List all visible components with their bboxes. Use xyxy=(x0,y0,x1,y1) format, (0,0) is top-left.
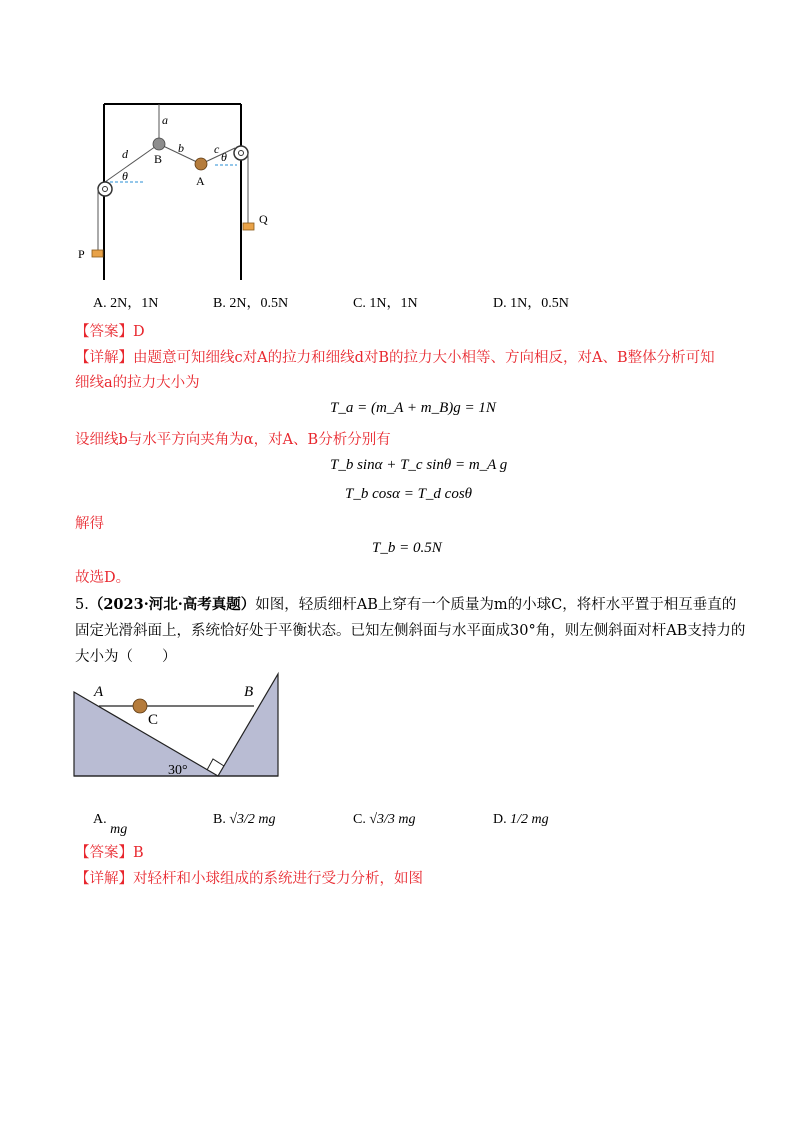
label-ball-b: B xyxy=(154,152,163,166)
ball-b xyxy=(153,138,165,150)
q4-option-a: A. 2N，1N xyxy=(93,296,159,311)
q4-choose: 故选D。 xyxy=(75,570,131,586)
q4-option-b: B. 2N，0.5N xyxy=(213,296,289,311)
q5-stem-line1: 5.（2023·河北·高考真题）如图，轻质细杆AB上穿有一个质量为m的小球C，将杆水平置于相互垂直的 xyxy=(75,596,737,613)
q4-line3: 设细线b与水平方向夹角为α，对A、B分析分别有 xyxy=(75,432,391,448)
q5-detail: 【详解】对轻杆和小球组成的系统进行受力分析，如图 xyxy=(75,871,423,887)
weight-q xyxy=(243,223,254,230)
q5-option-c: C. √3/3 mg xyxy=(353,812,416,827)
label-ball-a: A xyxy=(196,174,205,188)
label-b-string: b xyxy=(178,141,184,155)
pulley-system-figure xyxy=(75,100,268,285)
label-rod-a: A xyxy=(94,684,104,700)
string-d xyxy=(105,144,159,182)
label-d: d xyxy=(122,147,128,161)
q4-option-c: C. 1N，1N xyxy=(353,296,418,311)
q4-detail-line1: 【详解】由题意可知细线c对A的拉力和细线d对B的拉力大小相等、方向相反，对A、B整体分析可知 xyxy=(75,350,715,366)
pulley-right-hub xyxy=(239,151,244,156)
weight-p xyxy=(92,250,103,257)
label-theta-right: θ xyxy=(221,150,227,164)
right-angle-marker xyxy=(207,759,224,770)
label-p: P xyxy=(78,247,85,261)
label-angle: 30° xyxy=(168,763,188,778)
ball-c xyxy=(133,699,147,713)
q4-eq3: T_b cosα = T_d cosθ xyxy=(345,486,473,502)
q4-solve: 解得 xyxy=(75,516,104,532)
q5-option-d: D. 1/2 mg xyxy=(493,812,549,827)
q4-eq4: T_b = 0.5N xyxy=(372,540,442,556)
label-q: Q xyxy=(259,212,268,226)
q5-option-b: B. √3/2 mg xyxy=(213,812,276,827)
label-rod-b: B xyxy=(244,684,254,700)
q4-answer: 【答案】D xyxy=(75,324,145,340)
q5-stem-line2: 固定光滑斜面上，系统恰好处于平衡状态。已知左侧斜面与水平面成30°角，则左侧斜面对杆AB支持力的 xyxy=(75,623,746,639)
pulley-left-hub xyxy=(103,187,108,192)
label-c: c xyxy=(214,142,220,156)
label-theta-left: θ xyxy=(122,169,128,183)
q4-eq2: T_b sinα + T_c sinθ = m_A g xyxy=(330,457,508,473)
q4-eq1: T_a = (m_A + m_B)g = 1N xyxy=(330,400,496,416)
q4-option-d: D. 1N，0.5N xyxy=(493,296,569,311)
ball-a xyxy=(195,158,207,170)
q5-stem-line3: 大小为（ ） xyxy=(75,649,177,665)
label-a: a xyxy=(162,113,168,127)
q4-detail-line2: 细线a的拉力大小为 xyxy=(75,375,200,391)
q5-answer: 【答案】B xyxy=(75,845,144,861)
inclined-planes-figure xyxy=(70,670,282,780)
q5-option-a: A. mg xyxy=(93,812,128,837)
label-ball-c: C xyxy=(148,712,159,728)
